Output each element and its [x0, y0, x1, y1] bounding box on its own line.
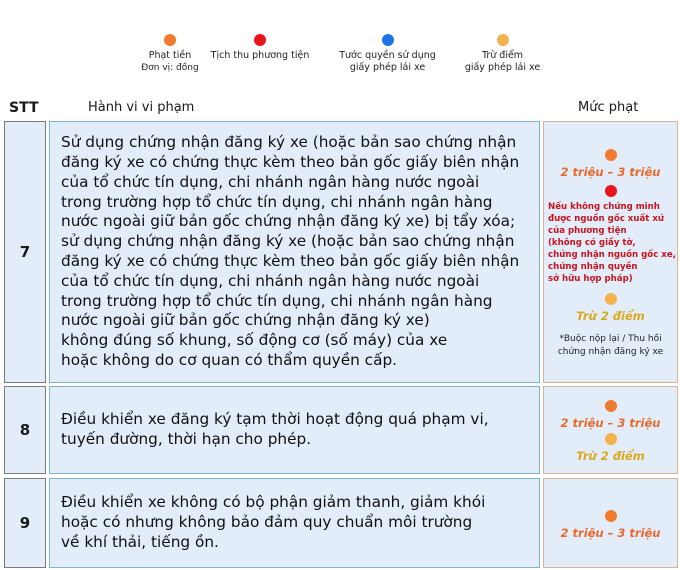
fine-amount: 2 triệu – 3 triệu [560, 416, 661, 430]
red-dot-icon [254, 34, 266, 46]
legend-label: Trừ điểm [481, 50, 524, 61]
note-text [558, 333, 663, 359]
header-penalty: Mức phạt [578, 100, 639, 115]
legend-label: Tước quyền sử dụng [339, 50, 436, 61]
row-8-penalty [543, 386, 678, 474]
text-line: hoặc không do cơ quan có thẩm quyền cấp. [61, 350, 398, 369]
text-line: chứng nhận quyền [548, 261, 638, 272]
row-8-action [49, 386, 540, 474]
text-line: của tổ chức tín dụng, chi nhánh ngân hàng nước ngoài [61, 172, 480, 191]
blue-dot-icon [382, 34, 394, 46]
red-dot-icon [605, 185, 617, 197]
row-9-penalty [543, 478, 678, 568]
legend-license-revoke [330, 34, 445, 74]
orange-dot-icon [164, 34, 176, 46]
text-line: của phương tiện [548, 225, 627, 236]
row-8-stt: 8 [4, 386, 46, 474]
header-action: Hành vi vi phạm [88, 100, 195, 115]
text-line: *Buộc nộp lại / Thu hồi [559, 333, 662, 344]
yellow-dot-icon [605, 293, 617, 305]
text-line: trong trường hợp tổ chức tín dụng, chi nhánh ngân hàng [61, 291, 493, 310]
text-line: hoặc có nhưng không bảo đảm quy chuẩn môi trường [61, 513, 473, 532]
legend [130, 34, 550, 84]
text-line: chứng nhận nguồn gốc xe, [548, 249, 676, 260]
confiscation-text [544, 201, 677, 285]
text-line: nước ngoài giữ bản gốc chứng nhận đăng ký xe) bị tẩy xóa; [61, 212, 516, 231]
legend-fine [130, 34, 210, 74]
fine-amount: 2 triệu – 3 triệu [560, 525, 661, 540]
legend-points [455, 34, 550, 74]
legend-sub: Đơn vị: đồng [141, 63, 199, 73]
text-line: (không có giấy tờ, [548, 237, 636, 248]
text-line: nước ngoài giữ bản gốc chứng nhận đăng ký xe) [61, 311, 430, 330]
row-7-penalty [543, 121, 678, 383]
legend-sub: giấy phép lái xe [349, 62, 426, 73]
header-stt: STT [9, 100, 39, 116]
row-9-action [49, 478, 540, 568]
text-line: Điều khiển xe đăng ký tạm thời hoạt động quá phạm vi, [61, 410, 489, 429]
row-7-stt: 7 [4, 121, 46, 383]
action-text [61, 133, 519, 371]
orange-dot-icon [605, 510, 617, 522]
points-deduction: Trừ 2 điểm [576, 308, 645, 323]
text-line: của tổ chức tín dụng, chi nhánh ngân hàng nước ngoài [61, 271, 480, 290]
legend-confiscation [205, 34, 315, 62]
legend-label: Phạt tiền [148, 50, 192, 61]
text-line: Điều khiển xe không có bộ phận giảm thanh, giảm khói [61, 493, 486, 512]
legend-sub: giấy phép lái xe [464, 62, 541, 73]
text-line: sử dụng chứng nhận đăng ký xe (hoặc bản sao chứng nhận [61, 232, 515, 251]
text-line: tuyến đường, thời hạn cho phép. [61, 430, 312, 448]
points-deduction: Trừ 2 điểm [576, 449, 645, 463]
text-line: trong trường hợp tổ chức tín dụng, chi nhánh ngân hàng [61, 192, 493, 211]
text-line: chứng nhận đăng ký xe [557, 346, 664, 357]
text-line: sở hữu hợp pháp) [548, 273, 633, 284]
text-line: Sử dụng chứng nhận đăng ký xe (hoặc bản sao chứng nhận [61, 133, 517, 152]
orange-dot-icon [605, 149, 617, 161]
orange-dot-icon [605, 400, 617, 412]
text-line: được nguồn gốc xuất xứ [548, 213, 665, 224]
row-7-action [49, 121, 540, 383]
yellow-dot-icon [497, 34, 509, 46]
action-text [61, 410, 489, 450]
action-text [61, 493, 485, 552]
text-line: Nếu không chứng minh [548, 201, 660, 212]
text-line: đăng ký xe có chứng thực kèm theo bản gốc giấy biên nhận [61, 153, 520, 172]
text-line: đăng ký xe có chứng thực kèm theo bản gốc giấy biên nhận [61, 252, 520, 270]
legend-label: Tịch thu phương tiện [210, 50, 310, 61]
text-line: không đúng số khung, số động cơ (số máy) của xe [61, 331, 448, 350]
fine-amount: 2 triệu – 3 triệu [560, 164, 661, 179]
yellow-dot-icon [605, 433, 617, 445]
row-9-stt: 9 [4, 478, 46, 568]
text-line: về khí thải, tiếng ồn. [61, 532, 219, 551]
